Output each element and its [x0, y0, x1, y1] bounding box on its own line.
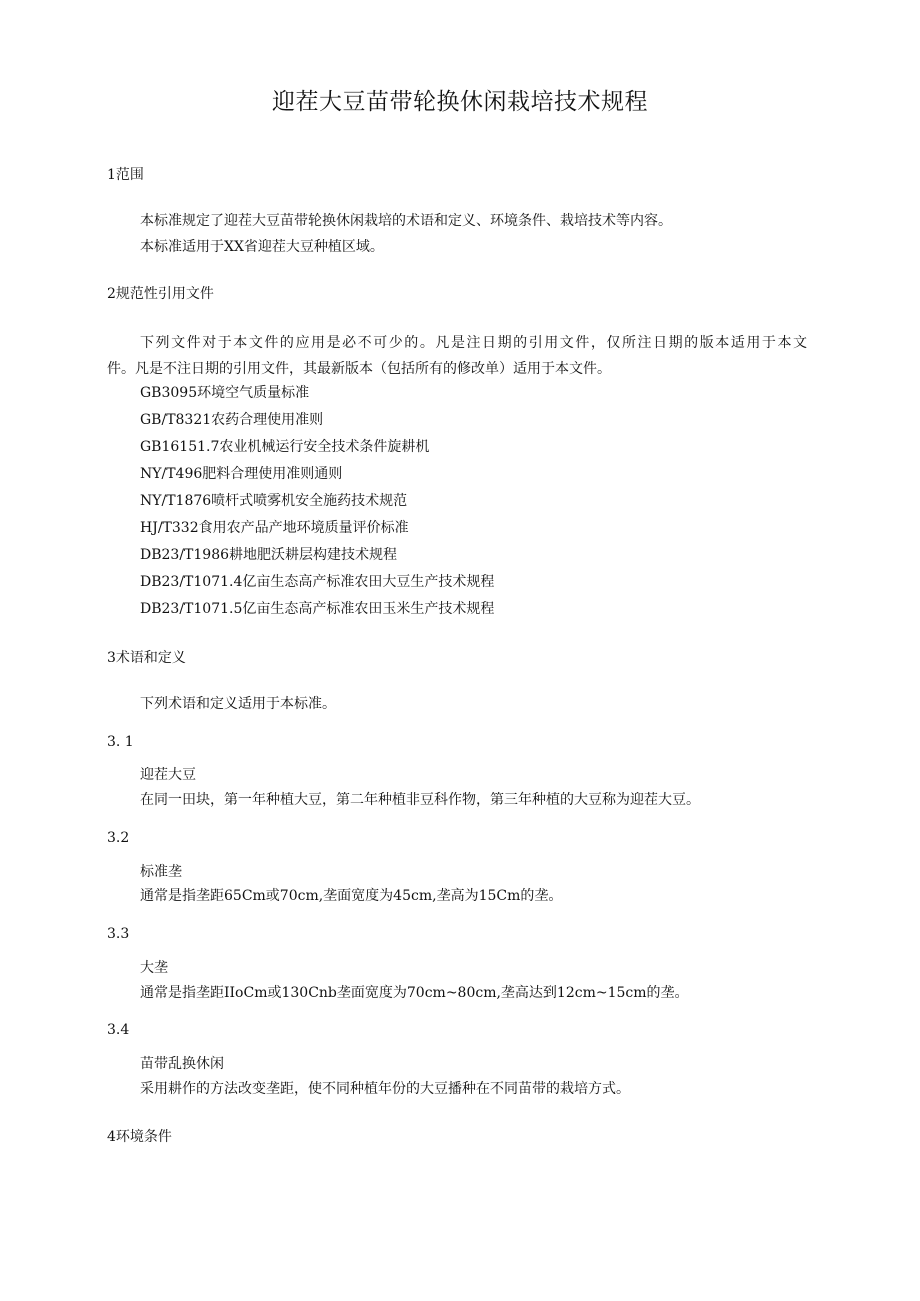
term-name: 迎茬大豆: [140, 767, 196, 783]
reference-item: GB/T8321农药合理使用准则: [140, 412, 324, 428]
reference-item: GB16151.7农业机械运行安全技术条件旋耕机: [140, 439, 430, 455]
reference-item: DB23/T1071.4亿亩生态高产标准农田大豆生产技术规程: [140, 574, 495, 590]
reference-item: GB3095环境空气质量标准: [140, 385, 310, 401]
reference-item: DB23/T1986耕地肥沃耕层构建技术规程: [140, 547, 398, 563]
section-2-intro: [107, 330, 807, 382]
term-definition: 在同一田块，第一年种植大豆，第二年种植非豆科作物，第三年种植的大豆称为迎茬大豆。: [140, 792, 700, 808]
reference-item: NY/T1876喷杆式喷雾机安全施药技术规范: [140, 493, 408, 509]
reference-item: NY/T496肥料合理使用准则通则: [140, 466, 343, 482]
section-4-heading: 4环境条件: [107, 1129, 172, 1145]
document-title: 迎茬大豆苗带轮换休闲栽培技术规程: [272, 89, 648, 115]
term-definition: 通常是指垄距IIoCm或130Cnb垄面宽度为70cm~80cm,垄高达到12cm~15cm的垄。: [140, 985, 689, 1001]
term-definition: 通常是指垄距65Cm或70cm,垄面宽度为45cm,垄高为15Cm的垄。: [140, 888, 563, 904]
section-3-intro: 下列术语和定义适用于本标准。: [140, 696, 336, 712]
term-number: 3.2: [107, 830, 130, 846]
term-number: 3. 1: [107, 734, 134, 750]
term-number: 3.3: [107, 926, 130, 942]
section-2-heading: 2规范性引用文件: [107, 286, 214, 302]
term-name: 大垄: [140, 960, 168, 976]
reference-item: DB23/T1071.5亿亩生态高产标准农田玉米生产技术规程: [140, 601, 495, 617]
section-2-intro-first: 下列文件对于本文件的应用是必不可少的。凡是注日期的引用文件，仅所注日期的版本适用于本文: [140, 335, 807, 351]
term-name: 苗带乱换休闲: [140, 1056, 224, 1072]
section-1-line: 本标准规定了迎茬大豆苗带轮换休闲栽培的术语和定义、环境条件、栽培技术等内容。: [140, 213, 672, 229]
term-definition: 采用耕作的方法改变垄距，使不同种植年份的大豆播种在不同苗带的栽培方式。: [140, 1081, 630, 1097]
term-name: 标准垄: [140, 864, 182, 880]
reference-item: HJ/T332食用农产品产地环境质量评价标准: [140, 520, 409, 536]
section-3-heading: 3术语和定义: [107, 650, 186, 666]
section-2-intro-second: 件。凡是不注日期的引用文件，其最新版本（包括所有的修改单）适用于本文件。: [107, 361, 611, 377]
term-number: 3.4: [107, 1022, 130, 1038]
section-1-line: 本标准适用于XX省迎茬大豆种植区域。: [140, 239, 384, 255]
section-1-heading: 1范围: [107, 167, 144, 183]
